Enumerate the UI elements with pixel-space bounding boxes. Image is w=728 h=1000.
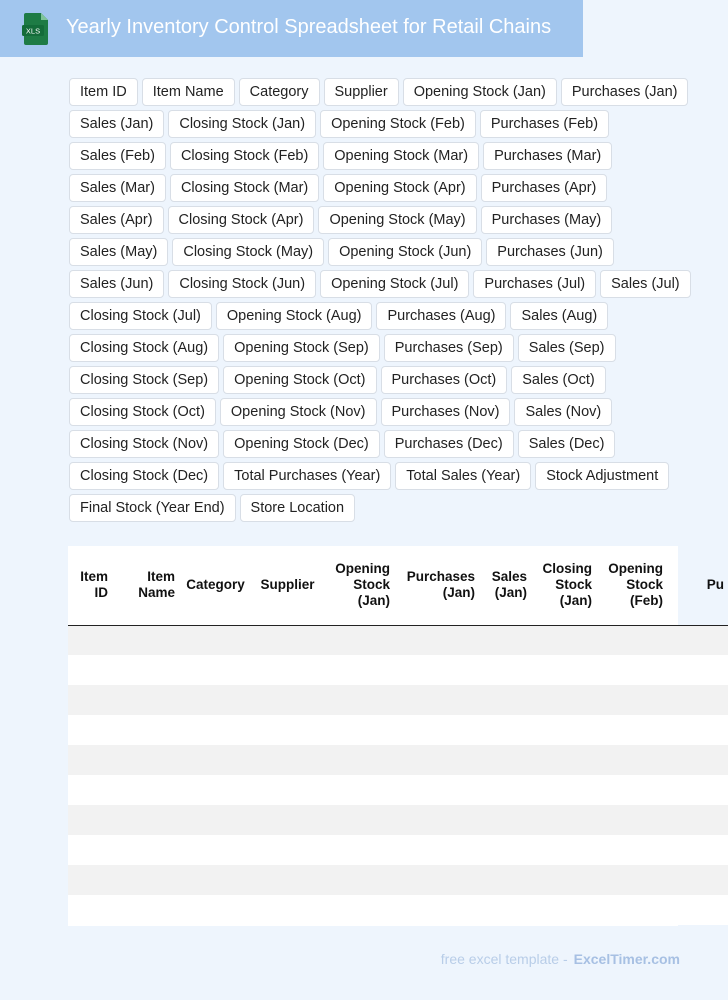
table-cell[interactable] — [112, 745, 179, 775]
column-chip[interactable]: Closing Stock (Jul) — [69, 302, 212, 330]
column-chip[interactable]: Closing Stock (Jan) — [168, 110, 316, 138]
column-chip[interactable]: Sales (Mar) — [69, 174, 166, 202]
table-cell[interactable] — [667, 805, 728, 835]
column-chip[interactable]: Opening Stock (Dec) — [223, 430, 380, 458]
column-header[interactable]: Item ID — [68, 546, 112, 625]
table-cell[interactable] — [112, 685, 179, 715]
table-cell[interactable] — [394, 865, 479, 895]
table-row — [68, 775, 728, 805]
table-cell[interactable] — [112, 715, 179, 745]
page-title: Yearly Inventory Control Spreadsheet for Retail Chains — [66, 16, 552, 38]
column-chip[interactable]: Purchases (Oct) — [381, 366, 508, 394]
table-cell[interactable] — [252, 655, 323, 685]
column-chip[interactable]: Item Name — [142, 78, 235, 106]
column-chip[interactable]: Purchases (Jan) — [561, 78, 689, 106]
column-chip[interactable]: Store Location — [240, 494, 356, 522]
table-cell[interactable] — [479, 775, 531, 805]
column-chip[interactable]: Sales (Dec) — [518, 430, 616, 458]
column-chip[interactable]: Closing Stock (Jun) — [168, 270, 316, 298]
column-chip[interactable]: Sales (Jun) — [69, 270, 164, 298]
table-cell[interactable] — [596, 865, 667, 895]
table-cell[interactable] — [179, 625, 252, 655]
table-cell[interactable] — [179, 715, 252, 745]
column-chip[interactable]: Item ID — [69, 78, 138, 106]
table-cell[interactable] — [667, 715, 728, 745]
table-cell[interactable] — [394, 685, 479, 715]
table-cell[interactable] — [68, 685, 112, 715]
table-cell[interactable] — [394, 745, 479, 775]
table-cell[interactable] — [667, 625, 728, 655]
column-chip[interactable]: Purchases (Feb) — [480, 110, 609, 138]
column-chip[interactable]: Opening Stock (Nov) — [220, 398, 377, 426]
column-chip[interactable]: Purchases (Aug) — [376, 302, 506, 330]
table-cell[interactable] — [323, 715, 394, 745]
table-cell[interactable] — [531, 745, 596, 775]
table-cell[interactable] — [531, 655, 596, 685]
column-chip[interactable]: Purchases (May) — [481, 206, 613, 234]
column-chip[interactable]: Closing Stock (Aug) — [69, 334, 219, 362]
table-cell[interactable] — [112, 835, 179, 865]
footer-brand-link[interactable]: ExcelTimer.com — [573, 951, 680, 967]
column-chip[interactable]: Purchases (Jul) — [473, 270, 596, 298]
table-cell[interactable] — [179, 895, 252, 925]
table-cell[interactable] — [68, 655, 112, 685]
column-header[interactable]: Category — [179, 546, 252, 625]
table-cell[interactable] — [479, 715, 531, 745]
inventory-table-container — [68, 546, 724, 926]
column-chip[interactable]: Opening Stock (Mar) — [323, 142, 479, 170]
table-cell[interactable] — [112, 775, 179, 805]
table-cell[interactable] — [531, 685, 596, 715]
column-header[interactable]: Pu — [667, 546, 728, 625]
table-cell[interactable] — [68, 835, 112, 865]
table-cell[interactable] — [479, 805, 531, 835]
column-chip[interactable]: Opening Stock (May) — [318, 206, 476, 234]
table-cell[interactable] — [596, 835, 667, 865]
table-cell[interactable] — [323, 805, 394, 835]
table-cell[interactable] — [667, 835, 728, 865]
table-cell[interactable] — [252, 835, 323, 865]
table-row — [68, 865, 728, 895]
column-chip[interactable]: Closing Stock (Nov) — [69, 430, 219, 458]
table-cell[interactable] — [667, 895, 728, 925]
column-chip[interactable]: Sales (May) — [69, 238, 168, 266]
table-cell[interactable] — [68, 865, 112, 895]
column-chip[interactable]: Opening Stock (Jan) — [403, 78, 557, 106]
table-cell[interactable] — [394, 715, 479, 745]
table-cell[interactable] — [479, 685, 531, 715]
column-chip[interactable]: Opening Stock (Jul) — [320, 270, 469, 298]
table-cell[interactable] — [179, 655, 252, 685]
table-cell[interactable] — [394, 835, 479, 865]
table-cell[interactable] — [112, 805, 179, 835]
column-chip[interactable]: Opening Stock (Aug) — [216, 302, 373, 330]
column-chip[interactable]: Sales (Jan) — [69, 110, 164, 138]
footer-credit — [441, 951, 680, 967]
table-cell[interactable] — [179, 775, 252, 805]
column-chip[interactable]: Closing Stock (Feb) — [170, 142, 319, 170]
column-chip[interactable]: Closing Stock (Apr) — [168, 206, 315, 234]
table-cell[interactable] — [394, 895, 479, 925]
table-cell[interactable] — [596, 745, 667, 775]
table-cell[interactable] — [179, 685, 252, 715]
title-banner — [0, 0, 583, 57]
table-cell[interactable] — [179, 805, 252, 835]
table-header-row — [68, 546, 728, 625]
table-cell[interactable] — [667, 775, 728, 805]
column-chip[interactable]: Purchases (Mar) — [483, 142, 612, 170]
column-header[interactable]: Item Name — [112, 546, 179, 625]
table-cell[interactable] — [531, 715, 596, 745]
column-chip[interactable]: Sales (Jul) — [600, 270, 691, 298]
table-row — [68, 835, 728, 865]
table-row — [68, 745, 728, 775]
table-cell[interactable] — [596, 625, 667, 655]
table-cell[interactable] — [68, 745, 112, 775]
inventory-table — [68, 546, 728, 925]
column-chip[interactable]: Purchases (Nov) — [381, 398, 511, 426]
table-cell[interactable] — [252, 895, 323, 925]
column-chip[interactable]: Total Purchases (Year) — [223, 462, 391, 490]
table-cell[interactable] — [323, 625, 394, 655]
table-row — [68, 655, 728, 685]
table-cell[interactable] — [479, 625, 531, 655]
table-cell[interactable] — [596, 805, 667, 835]
table-cell[interactable] — [252, 805, 323, 835]
table-cell[interactable] — [252, 685, 323, 715]
table-cell[interactable] — [531, 835, 596, 865]
table-cell[interactable] — [179, 865, 252, 895]
table-cell[interactable] — [667, 745, 728, 775]
table-cell[interactable] — [252, 775, 323, 805]
column-chip[interactable]: Opening Stock (Jun) — [328, 238, 482, 266]
column-header[interactable]: Sales (Jan) — [479, 546, 531, 625]
table-cell[interactable] — [531, 805, 596, 835]
column-chip[interactable]: Category — [239, 78, 320, 106]
column-chip[interactable]: Opening Stock (Feb) — [320, 110, 476, 138]
table-cell[interactable] — [252, 865, 323, 895]
table-cell[interactable] — [323, 775, 394, 805]
table-cell[interactable] — [394, 775, 479, 805]
table-row — [68, 895, 728, 925]
table-row — [68, 685, 728, 715]
table-cell[interactable] — [68, 715, 112, 745]
column-chip[interactable]: Sales (Feb) — [69, 142, 166, 170]
column-chip[interactable]: Sales (Oct) — [511, 366, 606, 394]
table-cell[interactable] — [531, 895, 596, 925]
column-chip[interactable]: Sales (Sep) — [518, 334, 616, 362]
column-header[interactable]: Purchases (Jan) — [394, 546, 479, 625]
table-cell[interactable] — [112, 625, 179, 655]
table-body — [68, 625, 728, 925]
table-cell[interactable] — [323, 895, 394, 925]
table-cell[interactable] — [479, 655, 531, 685]
column-chip-list — [69, 78, 694, 522]
table-cell[interactable] — [394, 625, 479, 655]
table-cell[interactable] — [323, 685, 394, 715]
table-cell[interactable] — [479, 865, 531, 895]
table-cell[interactable] — [596, 895, 667, 925]
table-cell[interactable] — [479, 745, 531, 775]
excel-file-icon — [22, 13, 50, 45]
column-chip[interactable]: Purchases (Jun) — [486, 238, 614, 266]
table-cell[interactable] — [596, 775, 667, 805]
table-cell[interactable] — [479, 895, 531, 925]
table-cell[interactable] — [252, 715, 323, 745]
table-cell[interactable] — [596, 715, 667, 745]
table-cell[interactable] — [394, 805, 479, 835]
table-cell[interactable] — [531, 865, 596, 895]
column-header[interactable]: Supplier — [252, 546, 323, 625]
table-cell[interactable] — [596, 685, 667, 715]
footer-text: free excel template - — [440, 951, 568, 967]
table-cell[interactable] — [479, 835, 531, 865]
column-chip[interactable]: Opening Stock (Oct) — [223, 366, 376, 394]
column-chip[interactable]: Closing Stock (Dec) — [69, 462, 219, 490]
column-chip[interactable]: Opening Stock (Apr) — [323, 174, 476, 202]
table-cell[interactable] — [323, 865, 394, 895]
column-chip[interactable]: Sales (Aug) — [510, 302, 608, 330]
xls-icon-label: XLS — [25, 26, 41, 36]
table-cell[interactable] — [252, 745, 323, 775]
table-cell[interactable] — [323, 835, 394, 865]
table-cell[interactable] — [179, 835, 252, 865]
column-chip[interactable]: Purchases (Dec) — [384, 430, 514, 458]
table-cell[interactable] — [68, 805, 112, 835]
table-row — [68, 715, 728, 745]
table-cell[interactable] — [112, 655, 179, 685]
table-cell[interactable] — [323, 655, 394, 685]
column-chip[interactable]: Purchases (Sep) — [384, 334, 514, 362]
column-chip[interactable]: Closing Stock (Oct) — [69, 398, 216, 426]
table-cell[interactable] — [179, 745, 252, 775]
table-cell[interactable] — [252, 625, 323, 655]
column-chip[interactable]: Total Sales (Year) — [395, 462, 531, 490]
column-chip[interactable]: Purchases (Apr) — [481, 174, 608, 202]
table-cell[interactable] — [112, 895, 179, 925]
table-cell[interactable] — [667, 865, 728, 895]
table-cell[interactable] — [531, 775, 596, 805]
column-chip[interactable]: Opening Stock (Sep) — [223, 334, 380, 362]
table-cell[interactable] — [112, 865, 179, 895]
column-chip[interactable]: Closing Stock (Mar) — [170, 174, 319, 202]
column-header[interactable]: Opening Stock (Feb) — [596, 546, 667, 625]
column-header[interactable]: Closing Stock (Jan) — [531, 546, 596, 625]
table-cell[interactable] — [667, 655, 728, 685]
table-cell[interactable] — [596, 655, 667, 685]
column-header[interactable]: Opening Stock (Jan) — [323, 546, 394, 625]
column-chip[interactable]: Closing Stock (Sep) — [69, 366, 219, 394]
table-cell[interactable] — [68, 775, 112, 805]
table-cell[interactable] — [68, 625, 112, 655]
column-chip[interactable]: Closing Stock (May) — [172, 238, 324, 266]
table-cell[interactable] — [531, 625, 596, 655]
table-cell[interactable] — [667, 685, 728, 715]
table-cell[interactable] — [323, 745, 394, 775]
column-chip[interactable]: Stock Adjustment — [535, 462, 669, 490]
table-row — [68, 805, 728, 835]
column-chip[interactable]: Supplier — [324, 78, 399, 106]
table-cell[interactable] — [68, 895, 112, 925]
column-chip[interactable]: Final Stock (Year End) — [69, 494, 236, 522]
table-row — [68, 625, 728, 655]
column-chip[interactable]: Sales (Apr) — [69, 206, 164, 234]
column-chip[interactable]: Sales (Nov) — [514, 398, 612, 426]
table-cell[interactable] — [394, 655, 479, 685]
